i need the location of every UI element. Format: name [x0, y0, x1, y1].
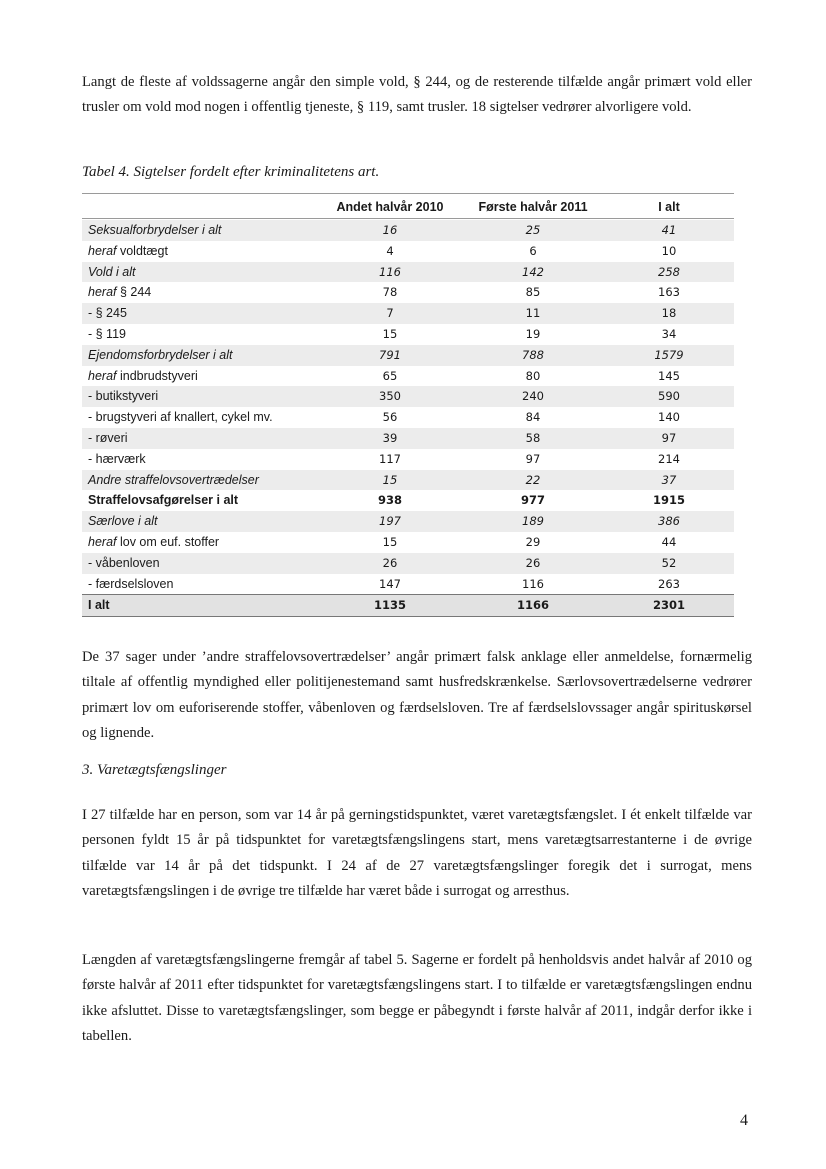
cell-h2-2010: 1135 — [373, 598, 406, 613]
row-label: - butikstyveri — [88, 389, 159, 404]
table-caption: Tabel 4. Sigtelser fordelt efter kriminalitetens art. — [82, 164, 380, 180]
section-heading: 3. Varetægtsfængslinger — [82, 762, 227, 778]
cell-h1-2011: 189 — [522, 514, 544, 529]
cell-h2-2010: 791 — [379, 347, 401, 362]
row-label: heraf § 244 — [88, 285, 152, 300]
cell-total: 590 — [658, 389, 680, 404]
cell-h1-2011: 240 — [522, 389, 544, 404]
row-label: heraf lov om euf. stoffer — [88, 534, 220, 549]
cell-h2-2010: 197 — [379, 514, 401, 529]
cell-h1-2011: 29 — [525, 534, 541, 549]
row-label: - § 119 — [88, 326, 126, 341]
cell-total: 386 — [658, 514, 680, 529]
row-label: heraf voldtægt — [88, 243, 168, 258]
cell-total: 52 — [661, 555, 677, 570]
cell-h1-2011: 58 — [525, 430, 541, 445]
cell-h1-2011: 788 — [522, 347, 544, 362]
table-row — [82, 407, 734, 428]
table-top-rule — [82, 193, 734, 194]
cell-h2-2010: 78 — [382, 285, 398, 300]
cell-h1-2011: 85 — [525, 285, 541, 300]
cell-total: 214 — [658, 451, 680, 466]
cell-h1-2011: 22 — [525, 472, 541, 487]
table-header — [82, 197, 734, 217]
cell-h2-2010: 15 — [382, 472, 398, 487]
cell-total: 163 — [658, 285, 680, 300]
paragraph-other-offences: De 37 sager under ’andre straffelovsovertrædelser’ angår primært falsk anklage eller anmeldelse, fornærmelig tiltale af offentlig myndighed eller politijenestemand samt husfredskrænkelse. Særlovsovertrædelserne vedrører primært lov om euforiserende stoffer, våbenloven og færdselsloven. Tre af færdselslovssager angår spirituskørsel og lignende. — [82, 649, 752, 741]
cell-h2-2010: 350 — [379, 389, 401, 404]
cell-h1-2011: 1166 — [516, 598, 549, 613]
table-row — [82, 220, 734, 241]
table-row — [82, 490, 734, 511]
col-header-h1-2011: Første halvår 2011 — [478, 200, 588, 214]
cell-h2-2010: 116 — [379, 264, 401, 279]
cell-h2-2010: 938 — [377, 493, 402, 508]
row-label: heraf indbrudstyveri — [88, 368, 198, 383]
cell-h1-2011: 97 — [525, 451, 541, 466]
cell-h2-2010: 65 — [382, 368, 398, 383]
cell-h1-2011: 84 — [525, 410, 541, 425]
cell-total: 258 — [658, 264, 680, 279]
paragraph-custody: I 27 tilfælde har en person, som var 14 år på gerningstidspunktet, været varetægtsfængslet. I ét enkelt tilfælde var personen fyldt 15 år på tidspunktet for varetægtsfængslingens start, mens varetægtsarrestanterne i de øvrige tilfælde var 14 år på det tidspunkt. I 24 af de 27 varetægtsfængslinger foregik det i surrogat, mens varetægtsfængslingen i de øvrige tre tilfælde har været både i surrogat og arresthus. — [82, 807, 752, 899]
row-label: Straffelovsafgørelser i alt — [88, 493, 239, 508]
cell-total: 145 — [658, 368, 680, 383]
row-label: - § 245 — [88, 306, 127, 321]
row-label: Særlove i alt — [88, 514, 158, 529]
table-row — [82, 262, 734, 283]
row-label: I alt — [88, 598, 110, 613]
table-header-rule — [82, 218, 734, 219]
cell-h1-2011: 6 — [529, 243, 537, 258]
table-row — [82, 386, 734, 407]
row-label: - røveri — [88, 430, 128, 445]
cell-h1-2011: 26 — [525, 555, 541, 570]
row-label: - brugstyveri af knallert, cykel mv. — [88, 410, 273, 425]
row-label: Andre straffelovsovertrædelser — [88, 472, 259, 487]
cell-h1-2011: 19 — [525, 326, 541, 341]
cell-total: 1579 — [654, 347, 684, 362]
cell-h2-2010: 56 — [382, 410, 398, 425]
table-body — [82, 220, 734, 617]
intro-paragraph: Langt de fleste af voldssagerne angår den simple vold, § 244, og de resterende tilfælde angår primært vold eller trusler om vold mod nogen i offentlig tjeneste, § 119, samt trusler. 18 sigtelser vedrører alvorligere vold. — [82, 74, 752, 116]
cell-total: 140 — [658, 410, 680, 425]
cell-h2-2010: 15 — [382, 534, 398, 549]
cell-total: 10 — [661, 243, 677, 258]
row-label: - færdselsloven — [88, 576, 174, 591]
cell-h2-2010: 4 — [386, 243, 394, 258]
table-row — [82, 303, 734, 324]
cell-h1-2011: 977 — [520, 493, 545, 508]
cell-total: 44 — [661, 534, 677, 549]
table-row — [82, 241, 734, 262]
cell-h1-2011: 142 — [522, 264, 544, 279]
col-header-h2-2010: Andet halvår 2010 — [336, 200, 444, 214]
row-label: - våbenloven — [88, 555, 160, 570]
cell-total: 18 — [661, 306, 677, 321]
table-row — [82, 511, 734, 532]
table-row — [82, 345, 734, 366]
paragraph-custody-length: Længden af varetægtsfængslingerne fremgår af tabel 5. Sagerne er fordelt på henholdsvis andet halvår af 2010 og første halvår af 2011 efter tidspunktet for varetægtsfængslingens start. I to tilfælde er varetægtsfængslingen endnu ikke afsluttet. Disse to varetægtsfængslinger, som begge er påbegyndt i første halvår af 2011, indgår derfor ikke i tabellen. — [82, 952, 752, 1044]
table-row — [82, 553, 734, 574]
cell-total: 1915 — [652, 493, 685, 508]
row-label: Seksualforbrydelser i alt — [88, 223, 222, 237]
cell-h1-2011: 11 — [525, 306, 541, 321]
cell-h2-2010: 117 — [379, 451, 401, 466]
table-row — [82, 449, 734, 470]
table-row — [82, 532, 734, 553]
table-row — [82, 574, 734, 595]
table-row — [82, 428, 734, 449]
cell-total: 2301 — [652, 598, 685, 613]
row-label: Vold i alt — [88, 264, 136, 279]
cell-h2-2010: 26 — [382, 555, 398, 570]
cell-h2-2010: 16 — [382, 223, 398, 237]
cell-h2-2010: 147 — [379, 576, 401, 591]
cell-h1-2011: 80 — [525, 368, 541, 383]
table-row — [82, 282, 734, 303]
table-row-total — [82, 594, 734, 617]
cell-h2-2010: 15 — [382, 326, 398, 341]
page-number: 4 — [740, 1112, 748, 1129]
cell-total: 263 — [658, 576, 680, 591]
table-row — [82, 366, 734, 387]
row-label: Ejendomsforbrydelser i alt — [88, 347, 233, 362]
table-row — [82, 324, 734, 345]
cell-total: 41 — [661, 223, 677, 237]
cell-h1-2011: 25 — [525, 223, 541, 237]
table-row — [82, 470, 734, 491]
cell-total: 37 — [661, 472, 677, 487]
cell-h1-2011: 116 — [522, 576, 544, 591]
cell-total: 34 — [661, 326, 677, 341]
col-header-total: I alt — [658, 200, 680, 214]
row-label: - hærværk — [88, 451, 146, 466]
cell-total: 97 — [661, 430, 677, 445]
cell-h2-2010: 7 — [386, 306, 394, 321]
cell-h2-2010: 39 — [382, 430, 398, 445]
